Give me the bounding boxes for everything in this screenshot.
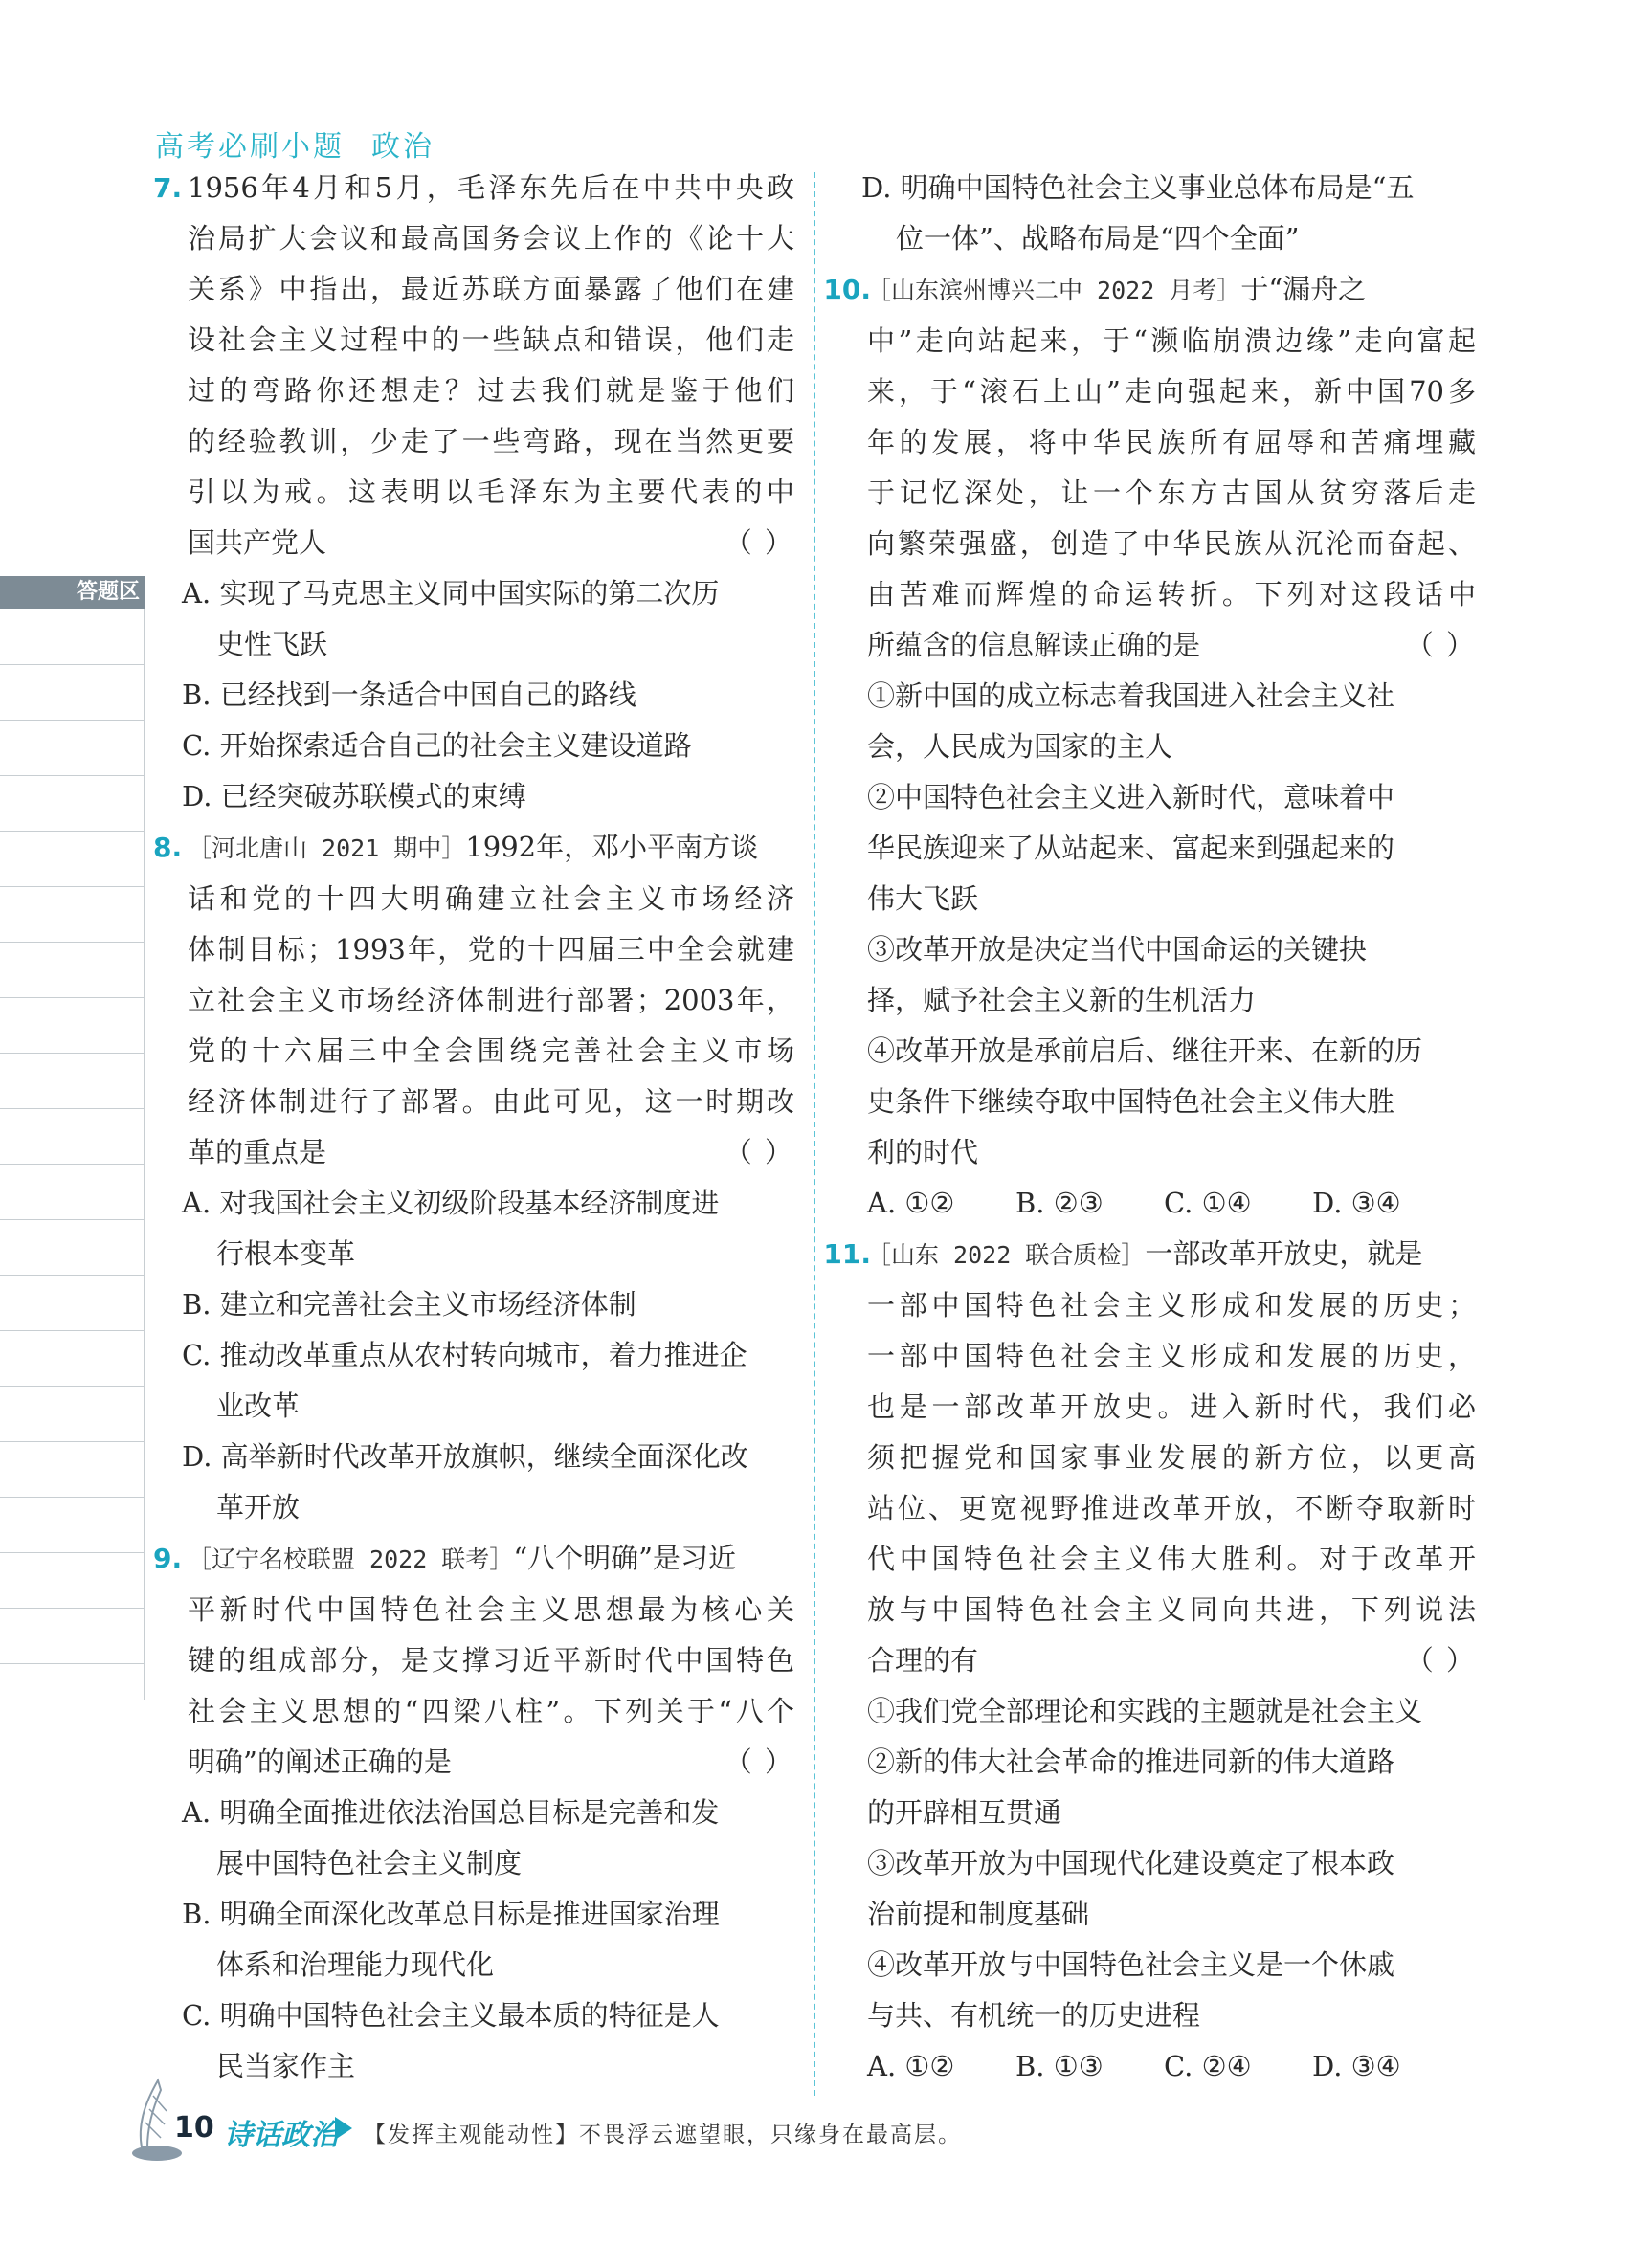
choice-b: B. ②③ [1015, 1187, 1104, 1219]
stem-line: 治局扩大会议和最高国务会议上作的《论十大 [188, 222, 794, 255]
option-a: A. 对我国社会主义初级阶段基本经济制度进 [182, 1187, 720, 1219]
statement-4-cont: 利的时代 [867, 1136, 979, 1168]
brand-name: 诗话政治 [224, 2119, 339, 2152]
question-number: 8. [153, 832, 183, 863]
answer-line [0, 1608, 144, 1609]
answer-line [0, 664, 144, 665]
stem-last-line [867, 1635, 1476, 1686]
stem-line: 经济体制进行了部署。由此可见，这一时期改 [188, 1085, 794, 1118]
stem-line: 社会主义思想的“四梁八柱”。下列关于“八个 [188, 1695, 794, 1727]
answer-line [0, 1386, 144, 1387]
stem-line: 代中国特色社会主义伟大胜利。对于改革开 [867, 1543, 1476, 1575]
question-number: 11. [823, 1238, 871, 1270]
answer-line [0, 1663, 144, 1664]
stem-line: 于记忆深处，让一个东方古国从贫穷落后走 [867, 477, 1476, 509]
stem-last-line [188, 518, 794, 568]
stem-last-line [188, 1127, 794, 1178]
statement-2: ②中国特色社会主义进入新时代，意味着中 [867, 781, 1395, 813]
answer-line [0, 1441, 144, 1442]
stem-line: 的经验教训，少走了一些弯路，现在当然更要 [188, 425, 794, 457]
option-c-cont: 民当家作主 [216, 2050, 356, 2082]
statement-4: ④改革开放是承前启后、继往开来、在新的历 [867, 1034, 1423, 1067]
right-column [823, 163, 1476, 2092]
answer-line [0, 775, 144, 776]
statement-1: ①我们党全部理论和实践的主题就是社会主义 [867, 1695, 1423, 1727]
choice-c: C. ②④ [1164, 2050, 1252, 2082]
stem-line: 党的十六届三中全会围绕完善社会主义市场 [188, 1034, 794, 1067]
left-column [153, 163, 794, 2092]
stem-line: 年的发展，将中华民族所有屈辱和苦痛埋藏 [867, 426, 1476, 458]
choice-d: D. ③④ [1312, 2050, 1401, 2082]
option-b: B. 建立和完善社会主义市场经济体制 [182, 1288, 636, 1321]
answer-area-tab: 答题区 [0, 576, 145, 609]
option-b: B. 已经找到一条适合中国自己的路线 [182, 678, 636, 711]
option-d: D. 高举新时代改革开放旗帜，继续全面深化改 [182, 1440, 748, 1473]
question-number: 7. [153, 172, 183, 204]
answer-line [0, 720, 144, 721]
option-d-cont: 位一体”、战略布局是“四个全面” [896, 222, 1300, 255]
question-8 [153, 822, 794, 1178]
stem-line: 放与中国特色社会主义同向共进，下列说法 [867, 1593, 1476, 1626]
stem-line: 也是一部改革开放史。进入新时代，我们必 [867, 1390, 1476, 1423]
answer-line [0, 831, 144, 832]
stem-line: 站位、更宽视野推进改革开放，不断夺取新时 [867, 1492, 1476, 1524]
statement-1-cont: 会，人民成为国家的主人 [867, 730, 1173, 763]
statement-4: ④改革开放与中国特色社会主义是一个休戚 [867, 1948, 1395, 1981]
answer-bracket: （ ） [724, 526, 794, 559]
book-title: 高考必刷小题 [155, 130, 345, 164]
running-header [155, 122, 435, 165]
option-a: A. 实现了马克思主义同中国实际的第二次历 [182, 577, 720, 610]
stem-line: 须把握党和国家事业发展的新方位，以更高 [867, 1441, 1476, 1474]
stem-first-line [867, 1229, 1476, 1280]
statement-4-cont: 与共、有机统一的历史进程 [867, 1999, 1201, 2032]
footer-motto: 【发挥主观能动性】不畏浮云遮望眼，只缘身在最高层。 [364, 2123, 962, 2147]
stem-text: 明确”的阐述正确的是 [188, 1745, 452, 1778]
stem-text: 革的重点是 [188, 1136, 327, 1168]
option-c: C. 开始探索适合自己的社会主义建设道路 [182, 729, 692, 762]
statement-4-cont: 史条件下继续夺取中国特色社会主义伟大胜 [867, 1085, 1395, 1118]
stem-text: 于“漏舟之 [1240, 273, 1367, 305]
option-a-cont: 史性飞跃 [216, 628, 328, 660]
page-number: 10 [174, 2111, 214, 2145]
question-10 [823, 264, 1476, 1229]
choice-a: A. ①② [867, 2050, 955, 2082]
question-7-options [153, 568, 794, 822]
question-7 [153, 163, 794, 568]
stem-line: 关系》中指出，最近苏联方面暴露了他们在建 [188, 273, 794, 305]
stem-line: 一部中国特色社会主义形成和发展的历史； [867, 1289, 1476, 1322]
answer-choices [867, 2041, 1476, 2092]
question-9 [153, 1533, 794, 1788]
stem-line: 1956年4月和5月，毛泽东先后在中共中央政 [188, 171, 794, 204]
choice-c: C. ①④ [1164, 1187, 1252, 1219]
stem-line: 一部中国特色社会主义形成和发展的历史， [867, 1340, 1476, 1372]
question-11 [823, 1229, 1476, 2092]
answer-line [0, 1219, 144, 1220]
stem-text: 1992年，邓小平南方谈 [465, 831, 759, 863]
answer-line [0, 942, 144, 943]
answer-bracket: （ ） [1405, 629, 1476, 661]
question-number: 9. [153, 1543, 183, 1574]
stem-text: 国共产党人 [188, 526, 327, 559]
statement-2: ②新的伟大社会革命的推进同新的伟大道路 [867, 1745, 1395, 1778]
answer-bracket: （ ） [724, 1136, 794, 1168]
question-source: ［山东 2022 联合质检］ [867, 1241, 1146, 1269]
choice-a: A. ①② [867, 1187, 955, 1219]
question-9-options-cont [833, 163, 1476, 264]
answer-line [0, 997, 144, 998]
answer-line [0, 886, 144, 887]
stem-first-line [867, 264, 1476, 316]
page-footer [124, 2103, 1464, 2161]
choice-d: D. ③④ [1312, 1187, 1401, 1219]
statement-3: ③改革开放是决定当代中国命运的关键抉 [867, 933, 1368, 966]
question-8-options [153, 1178, 794, 1533]
triangle-arrow-icon [335, 2117, 352, 2140]
option-b: B. 明确全面深化改革总目标是推进国家治理 [182, 1898, 720, 1930]
answer-line [0, 1108, 144, 1109]
stem-last-line [867, 620, 1476, 671]
question-source: ［辽宁名校联盟 2022 联考］ [188, 1545, 514, 1573]
choice-b: B. ①③ [1015, 2050, 1104, 2082]
stem-first-line [188, 822, 794, 874]
stem-text: 一部改革开放史，就是 [1145, 1237, 1423, 1270]
statement-3: ③改革开放为中国现代化建设奠定了根本政 [867, 1847, 1395, 1879]
answer-bracket: （ ） [1405, 1644, 1476, 1677]
stem-line: 设社会主义过程中的一些缺点和错误，他们走 [188, 323, 794, 356]
statement-3-cont: 治前提和制度基础 [867, 1898, 1090, 1930]
statement-2-cont: 的开辟相互贯通 [867, 1796, 1062, 1829]
stem-text: 合理的有 [867, 1644, 979, 1677]
stem-line: 体制目标；1993年，党的十四届三中全会就建 [188, 933, 794, 966]
answer-line [0, 1330, 144, 1331]
option-a-cont: 展中国特色社会主义制度 [216, 1847, 523, 1879]
answer-line [0, 1275, 144, 1276]
stem-line: 向繁荣强盛，创造了中华民族从沉沦而奋起、 [867, 527, 1476, 560]
stem-line: 平新时代中国特色社会主义思想最为核心关 [188, 1593, 794, 1626]
column-divider [814, 172, 815, 2096]
answer-line [0, 1164, 144, 1165]
answer-area [0, 609, 145, 1700]
stem-line: 由苦难而辉煌的命运转折。下列对这段话中 [867, 578, 1476, 611]
option-c-cont: 业改革 [216, 1390, 301, 1422]
option-c: C. 推动改革重点从农村转向城市，着力推进企 [182, 1339, 747, 1371]
question-9-options [153, 1788, 794, 2092]
question-source: ［河北唐山 2021 期中］ [188, 834, 466, 862]
stem-text: “八个明确”是习近 [513, 1542, 736, 1574]
stem-line: 话和党的十四大明确建立社会主义市场经济 [188, 882, 794, 915]
option-d-cont: 革开放 [216, 1491, 301, 1523]
stem-first-line [188, 1533, 794, 1585]
option-d: D. 已经突破苏联模式的束缚 [182, 780, 526, 812]
statement-1: ①新中国的成立标志着我国进入社会主义社 [867, 679, 1395, 712]
subject-title: 政治 [371, 130, 435, 164]
stem-line: 键的组成部分，是支撑习近平新时代中国特色 [188, 1644, 794, 1677]
answer-choices [867, 1178, 1476, 1229]
option-a-cont: 行根本变革 [216, 1237, 356, 1270]
answer-line [0, 1552, 144, 1553]
stem-line: 过的弯路你还想走？过去我们就是鉴于他们 [188, 374, 794, 407]
answer-line [0, 1053, 144, 1054]
option-b-cont: 体系和治理能力现代化 [216, 1948, 495, 1981]
statement-2-cont: 伟大飞跃 [867, 882, 979, 915]
answer-bracket: （ ） [724, 1745, 794, 1778]
stem-line: 中”走向站起来，于“濒临崩溃边缘”走向富起 [867, 324, 1476, 357]
stem-line: 立社会主义市场经济体制进行部署；2003年， [188, 984, 794, 1016]
answer-line [0, 1497, 144, 1498]
stem-last-line [188, 1737, 794, 1788]
statement-2-cont: 华民族迎来了从站起来、富起来到强起来的 [867, 832, 1395, 864]
option-a: A. 明确全面推进依法治国总目标是完善和发 [182, 1796, 720, 1829]
question-number: 10. [823, 274, 871, 305]
stem-line: 来，于“滚石上山”走向强起来，新中国70多 [867, 375, 1476, 408]
question-source: ［山东滨州博兴二中 2022 月考］ [867, 277, 1241, 304]
option-d: D. 明确中国特色社会主义事业总体布局是“五 [861, 171, 1415, 204]
statement-3-cont: 择，赋予社会主义新的生机活力 [867, 984, 1257, 1016]
option-c: C. 明确中国特色社会主义最本质的特征是人 [182, 1999, 720, 2032]
stem-text: 所蕴含的信息解读正确的是 [867, 629, 1201, 661]
stem-line: 引以为戒。这表明以毛泽东为主要代表的中 [188, 476, 794, 508]
